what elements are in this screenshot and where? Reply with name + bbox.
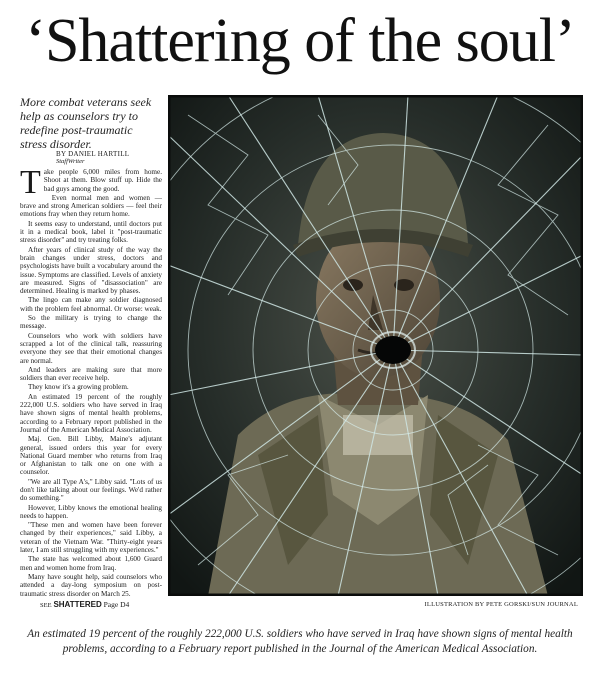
story-paragraph: Counselors who work with soldiers have scrapped a lot of the clinical talk, reassuring everyone they see that their emotional changes are normal. (20, 331, 162, 365)
jump-see: SEE (40, 602, 52, 609)
story-paragraph: "We are all Type A's," Libby said. "Lots of us don't like talking about our feelings. We'd rather do something." (20, 477, 162, 503)
byline: BY DANIEL HARTILL (56, 150, 130, 158)
soldier-behind-glass-icon (168, 95, 583, 596)
story-paragraph: After years of clinical study of the way the brain changes under stress, doctors and psychologists have built a vocabulary around the issue. Symptoms are classified. Levels of anxiety are measured. Signs of "disassociation" are determined. Healing is marked by phases. (20, 245, 162, 296)
deck: More combat veterans seek help as counselors try to redefine post-traumatic stress disorder. (20, 95, 152, 151)
jump-line[interactable] (40, 600, 129, 609)
drop-cap: T (20, 168, 41, 201)
jump-page: Page D4 (103, 600, 130, 609)
photo-credit: ILLUSTRATION BY PETE GORSKI/SUN JOURNAL (424, 601, 578, 608)
story-paragraph: They know it's a growing problem. (28, 383, 129, 392)
story-paragraph: So the military is trying to change the message. (20, 314, 162, 331)
story-body (20, 168, 162, 598)
jump-word: SHATTERED (53, 600, 102, 609)
byline-title: StaffWriter (56, 158, 85, 165)
story-paragraph: However, Libby knows the emotional healing needs to happen. (20, 503, 162, 520)
story-paragraph: The lingo can make any soldier diagnosed with the problem feel abnormal. Or worse: weak. (20, 296, 162, 313)
shattered-glass-illustration (168, 95, 583, 596)
story-paragraph: Maj. Gen. Bill Libby, Maine's adjutant general, issued orders this year for every National Guard member who returns from Iraq or Afghanistan to talk one on one with a counselor. (20, 435, 162, 477)
story-paragraph: "These men and women have been forever changed by their experiences," said Libby, a veteran of the Vietnam War. "Thirty-eight years later, I am still struggling with my experiences." (20, 521, 162, 555)
photo-caption: An estimated 19 percent of the roughly 222,000 U.S. soldiers who have served in Iraq have shown signs of mental health problems, according to a February report published in the Journal of the American Medical Association. (27, 628, 573, 655)
story-paragraph: Many have sought help, said counselors who attended a day-long symposium on post-traumatic stress disorder on March 25. (20, 572, 162, 598)
story-paragraph: Even normal men and women — brave and strong American soldiers — feel their emotions fray when they return home. (20, 193, 162, 219)
story-paragraph: It seems easy to understand, until doctors put it in a medical book, label it "post-traumatic stress disorder" and try treating folks. (20, 219, 162, 245)
story-paragraph: Take people 6,000 miles from home. Shoot at them. Blow stuff up. Hide the bad guys among the good. (20, 168, 162, 201)
story-paragraph: The state has welcomed about 1,600 Guard men and women home from Iraq. (20, 555, 162, 572)
story-paragraph: And leaders are making sure that more soldiers than ever receive help. (20, 365, 162, 383)
headline: ‘Shattering of the soul’ (25, 7, 575, 75)
story-paragraph: An estimated 19 percent of the roughly 222,000 U.S. soldiers who have served in Iraq have shown signs of mental health problems, according to a February report published in the Journal of the American Medical Association. (20, 392, 162, 434)
